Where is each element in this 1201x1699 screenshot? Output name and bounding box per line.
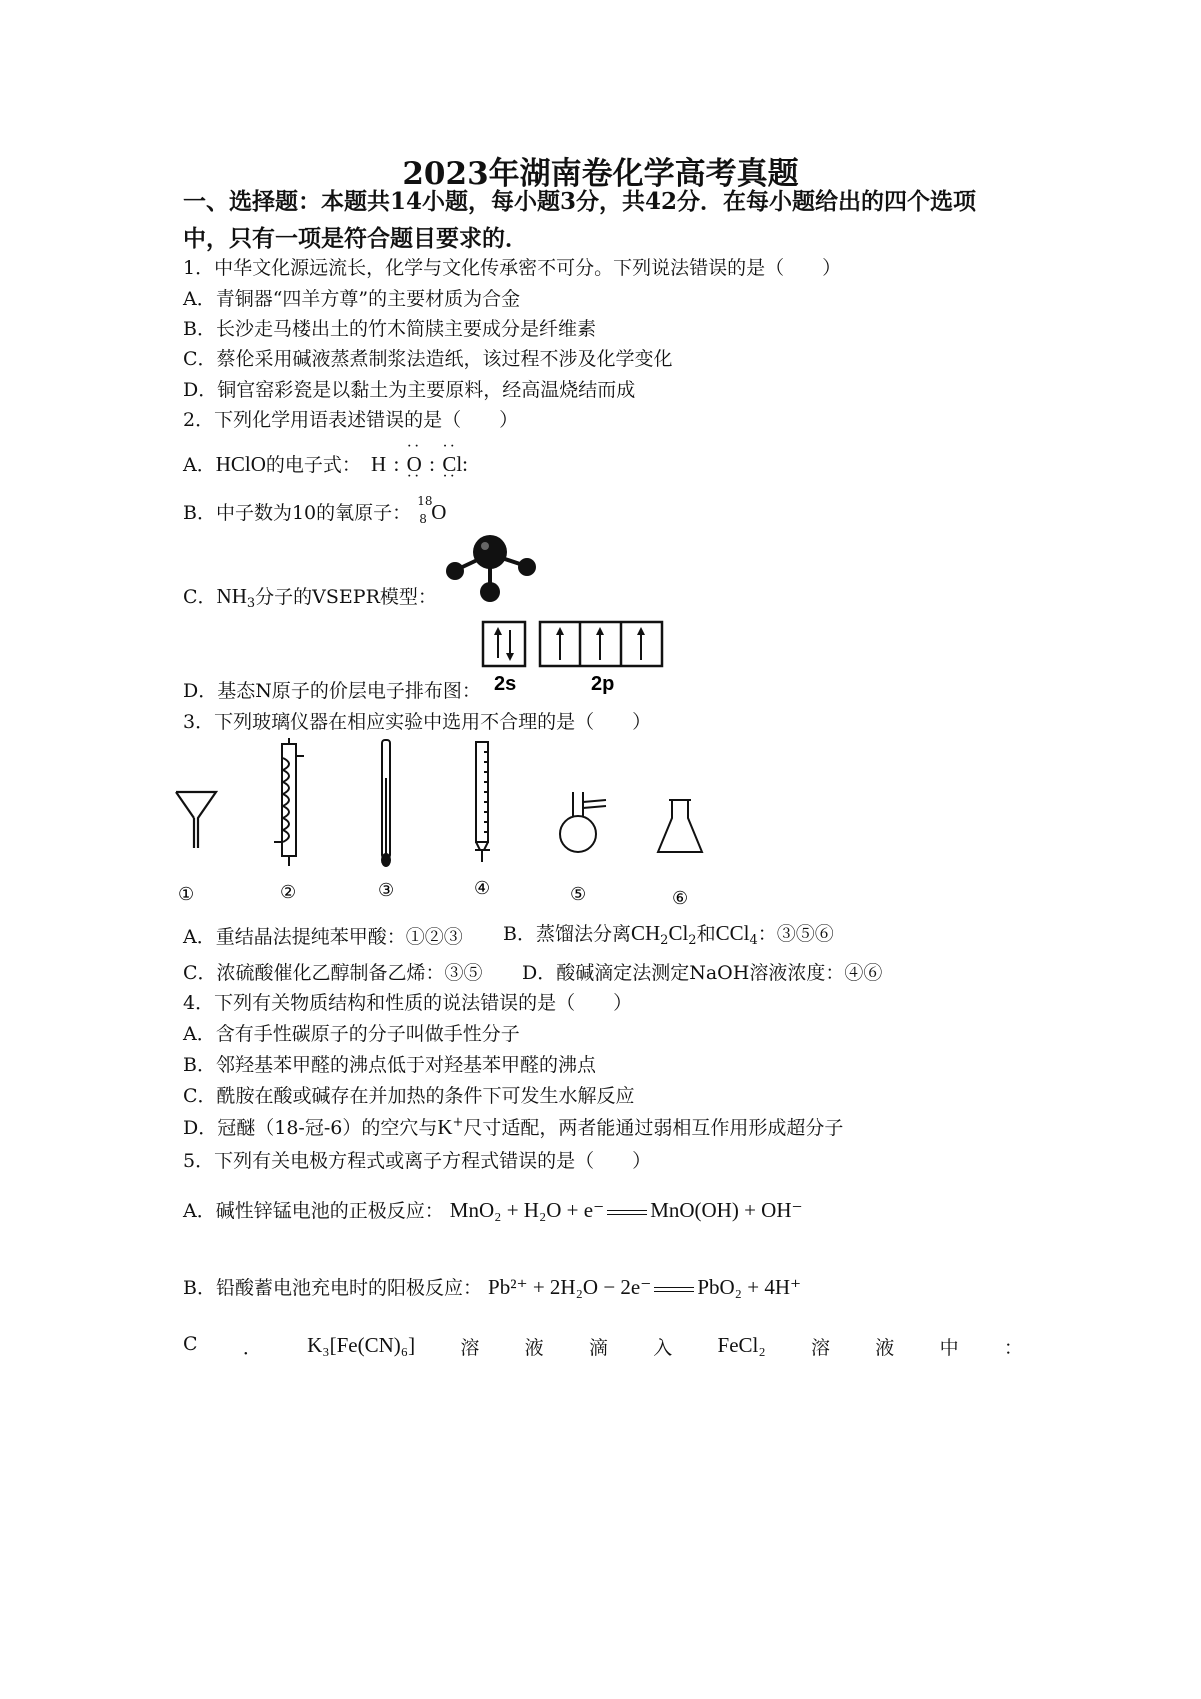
glassware-label: ③ xyxy=(378,880,395,901)
question-2-option-b: B．中子数为10的氧原子： 18 8 O xyxy=(183,494,447,526)
thermometer-icon xyxy=(382,740,390,866)
question-3-option-a: A．重结晶法提纯苯甲酸：①②③ xyxy=(183,926,463,948)
condenser-icon xyxy=(274,738,304,866)
question-1-option-b: B．长沙走马楼出土的竹木简牍主要成分是纤维素 xyxy=(183,318,596,340)
question-4-option-c: C．酰胺在酸或碱存在并加热的条件下可发生水解反应 xyxy=(183,1085,635,1107)
equation-a-lhs: MnO₂ + H₂O + e⁻ xyxy=(449,1198,605,1222)
equals-sign xyxy=(654,1287,694,1292)
question-1-option-a: A．青铜器“四羊方尊”的主要材质为合金 xyxy=(183,288,521,310)
glassware-label: ⑤ xyxy=(570,884,587,905)
orbital-diagram xyxy=(478,618,668,696)
question-2-option-c: C．$NH_3$分子的VSEPR模型： xyxy=(183,584,437,611)
glassware-figure xyxy=(170,738,730,910)
question-3-option-d: D．酸碱滴定法测定NaOH溶液浓度：④⑥ xyxy=(522,962,883,984)
orbital-label-2p: 2p xyxy=(591,673,615,695)
question-4-option-b: B．邻羟基苯甲醛的沸点低于对羟基苯甲醛的沸点 xyxy=(183,1054,596,1076)
glassware-label: ① xyxy=(178,884,195,905)
equation-b-rhs: PbO₂ + 4H⁺ xyxy=(697,1275,802,1299)
burette-icon xyxy=(475,742,490,862)
question-1-stem: 1．中华文化源远流长，化学与文化传承密不可分。下列说法错误的是（ ） xyxy=(183,257,842,279)
question-2-stem: 2．下列化学用语表述错误的是（ ） xyxy=(183,409,519,431)
question-3-option-c: C．浓硫酸催化乙醇制备乙烯：③⑤ xyxy=(183,962,483,984)
question-3-stem: 3．下列玻璃仪器在相应实验中选用不合理的是（ ） xyxy=(183,711,652,733)
question-2-option-a: A．HClO的电子式： H : · · O · · : · · Cl · ·: xyxy=(183,450,470,477)
question-5-option-c: C ． K₃[Fe(CN)₆] 溶 液 滴 入 FeCl₂ 溶 液 中 ： xyxy=(183,1333,1023,1359)
question-1-option-c: C．蔡伦采用碱液蒸煮制浆法造纸，该过程不涉及化学变化 xyxy=(183,348,673,370)
hclo-formula: HClO xyxy=(215,452,266,476)
question-4-option-a: A．含有手性碳原子的分子叫做手性分子 xyxy=(183,1023,520,1045)
question-1-option-d: D．铜官窑彩瓷是以黏土为主要原料，经高温烧结而成 xyxy=(183,379,636,401)
question-5-option-a: A．碱性锌锰电池的正极反应： MnO₂ + H₂O + e⁻ MnO(OH) + OH⁻ xyxy=(183,1198,803,1222)
vsepr-model-image xyxy=(438,532,548,610)
glassware-label: ④ xyxy=(474,878,491,899)
question-2-option-d: D．基态N原子的价层电子排布图： xyxy=(183,680,481,702)
section-heading-line1: 一、选择题：本题共14小题，每小题3分，共42分．在每小题给出的四个选项 xyxy=(183,188,977,215)
question-4-stem: 4．下列有关物质结构和性质的说法错误的是（ ） xyxy=(183,992,633,1014)
section-heading-line2: 中，只有一项是符合题目要求的． xyxy=(183,225,528,252)
question-3-option-b: B．蒸馏法分离$CH_2Cl_2$和CCl$_4$：③⑤⑥ xyxy=(503,921,834,948)
funnel-icon xyxy=(176,792,216,848)
equation-b-lhs: Pb²⁺ + 2H₂O − 2e⁻ xyxy=(488,1275,652,1299)
question-5-option-b: B．铅酸蓄电池充电时的阳极反应： Pb²⁺ + 2H₂O − 2e⁻ PbO₂ + 4H⁺ xyxy=(183,1275,802,1299)
orbital-label-2s: 2s xyxy=(494,673,517,695)
page-title: 2023年湖南卷化学高考真题 xyxy=(402,156,799,192)
equals-sign xyxy=(607,1210,647,1215)
glassware-label: ② xyxy=(280,882,297,903)
electron-formula: H : · · O · · : · · Cl · ·: xyxy=(371,452,470,476)
conical-flask-icon xyxy=(658,800,702,852)
glassware-label: ⑥ xyxy=(672,888,689,909)
question-4-option-d: D．冠醚（18-冠-6）的空穴与K+尺寸适配，两者能通过弱相互作用形成超分子 xyxy=(183,1115,844,1139)
equation-a-rhs: MnO(OH) + OH⁻ xyxy=(650,1198,803,1222)
distilling-flask-icon xyxy=(560,792,606,852)
question-5-stem: 5．下列有关电极方程式或离子方程式错误的是（ ） xyxy=(183,1150,652,1172)
